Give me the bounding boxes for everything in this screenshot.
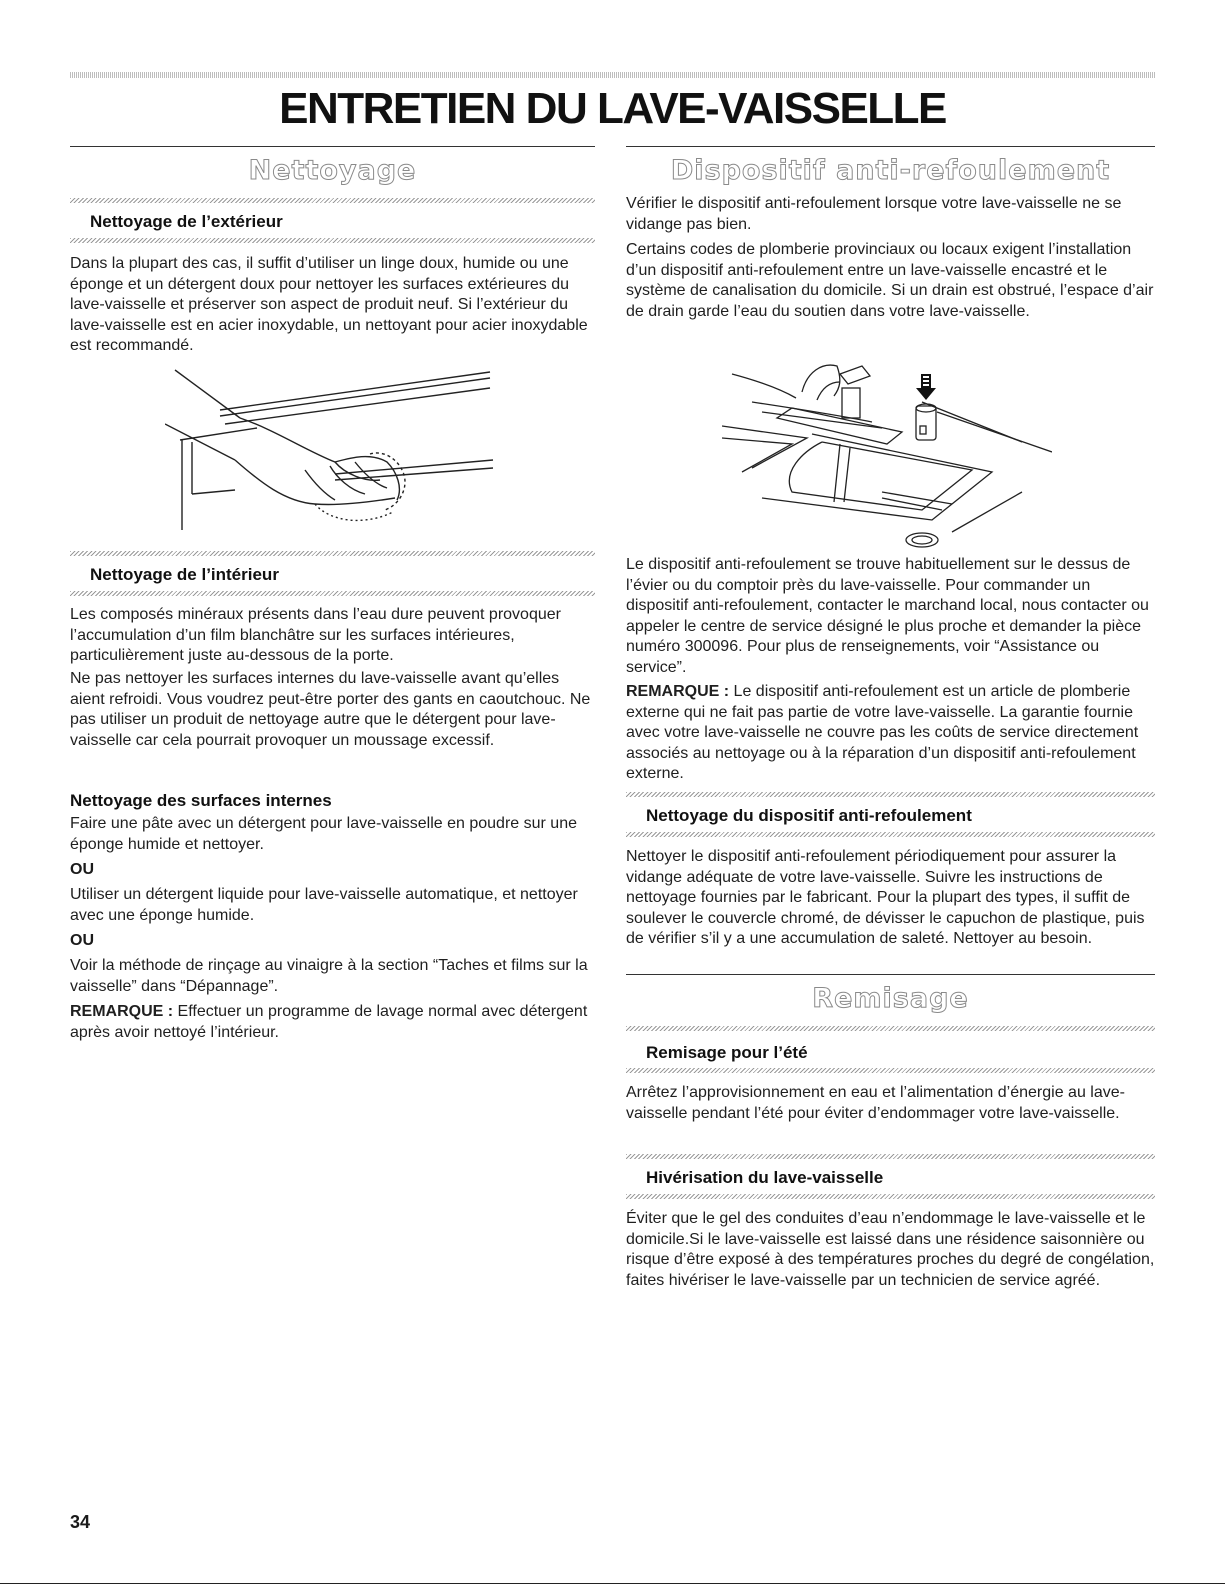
heading-summer-storage: Remisage pour l’été xyxy=(646,1043,808,1062)
or-label: OU xyxy=(70,932,94,949)
interior-paragraph-2: Ne pas nettoyer les surfaces internes du lave-vaisselle avant qu’elles aient refroidi. Vous voudrez peut-être porter des gants en caoutchouc. Ne pas utiliser un produit de nettoyage autre que le détergent pour lave-vaisselle car cela pourrait provoquer un moussage excessif. xyxy=(70,670,591,749)
sink-air-gap-illustration xyxy=(722,352,1052,552)
page-title: ENTRETIEN DU LAVE-VAISSELLE xyxy=(279,84,946,133)
air-gap-cleaning-paragraph: Nettoyer le dispositif anti-refoulement périodiquement pour assurer la vidange adéquate de votre lave-vaisselle. Suivre les instructions de nettoyage fournies par le fabricant. Pour la plupart des types, il suffit de soulever le couvercle chromé, de dévisser le capuchon de plastique, puis de vérifier s’il y a une accumulation de saleté. Nettoyer au besoin. xyxy=(626,848,1145,948)
air-gap-paragraph-2: Certains codes de plomberie provinciaux ou locaux exigent l’installation d’un dispositif anti-refoulement entre un lave-vaisselle encastré et le système de canalisation du domicile. Si un drain est obstrué, l’espace d’air de drain garde l’eau du soutien dans votre lave-vaisselle. xyxy=(626,241,1154,320)
note-text: Effectuer un programme de lavage normal avec détergent après avoir nettoyé l’intérieur. xyxy=(70,1003,588,1041)
interior-paragraph-1: Les composés minéraux présents dans l’eau dure peuvent provoquer l’accumulation d’un film blanchâtre sur les surfaces intérieures, particulièrement juste au-dessous de la porte. xyxy=(70,606,561,665)
internal-surfaces-paragraph-1: Faire une pâte avec un détergent pour lave-vaisselle en poudre sur une éponge humide et nettoyer. xyxy=(70,815,577,853)
hatch-divider xyxy=(626,792,1155,797)
heading-winterizing: Hivérisation du lave-vaisselle xyxy=(646,1168,884,1187)
exterior-paragraph: Dans la plupart des cas, il suffit d’utiliser un linge doux, humide ou une éponge et un détergent doux pour nettoyer les surfaces extérieures du lave-vaisselle et préserver son aspect de produit neuf. Si l’extérieur du lave-vaisselle est en acier inoxydable, un nettoyant pour acier inoxydable est recommandé. xyxy=(70,255,588,355)
internal-surfaces-paragraph-3: Voir la méthode de rinçage au vinaigre à la section “Taches et films sur la vaisselle” dans “Dépannage”. xyxy=(70,957,588,995)
note-label: REMARQUE : xyxy=(70,1003,174,1020)
section-heading-anti-refoulement xyxy=(626,146,1155,186)
air-gap-note xyxy=(626,682,1155,785)
section-title-anti-refoulement: Dispositif anti-refoulement xyxy=(670,155,1111,186)
note-text: Le dispositif anti-refoulement est un article de plomberie externe qui ne fait pas partie de votre lave-vaisselle. La garantie fournie avec votre lave-vaisselle ne couvre pas les coûts de service directement associés au nettoyage ou à la réparation d’un dispositif anti-refoulement externe. xyxy=(626,683,1139,783)
hand-wiping-illustration xyxy=(165,362,505,532)
summer-storage-paragraph: Arrêtez l’approvisionnement en eau et l’alimentation d’énergie au lave-vaisselle pendant l’été pour éviter d’endommager votre lave-vaisselle. xyxy=(626,1084,1125,1122)
heading-exterior: Nettoyage de l’extérieur xyxy=(90,212,283,231)
top-rule xyxy=(70,72,1155,78)
heading-interior: Nettoyage de l’intérieur xyxy=(90,565,279,584)
air-gap-paragraph-3: Le dispositif anti-refoulement se trouve habituellement sur le dessus de l’évier ou du comptoir près du lave-vaisselle. Pour commander un dispositif anti-refoulement, contacter le marchand local, nous contacter ou appeler le centre de service désigné le plus proche et demander la pièce numéro 300096. Pour plus de renseignements, voir “Assistance ou service”. xyxy=(626,556,1149,676)
page-number: 34 xyxy=(70,1512,91,1532)
hatch-divider xyxy=(626,1068,1155,1073)
note-label: REMARQUE : xyxy=(626,683,730,700)
hatch-divider xyxy=(70,238,595,243)
air-gap-paragraph-1: Vérifier le dispositif anti-refoulement lorsque votre lave-vaisselle ne se vidange pas bien. xyxy=(626,195,1122,233)
internal-surfaces-paragraph-2: Utiliser un détergent liquide pour lave-vaisselle automatique, et nettoyer avec une éponge humide. xyxy=(70,886,578,924)
hatch-divider xyxy=(626,832,1155,837)
hatch-divider xyxy=(70,198,595,203)
section-heading-remisage xyxy=(626,974,1155,1014)
section-heading-nettoyage xyxy=(70,146,595,186)
internal-surfaces-note xyxy=(70,1002,595,1043)
bottom-rule xyxy=(0,1583,1225,1584)
hatch-divider xyxy=(70,551,595,556)
hatch-divider xyxy=(626,1026,1155,1031)
or-label: OU xyxy=(70,861,94,878)
section-title-remisage: Remisage xyxy=(812,983,969,1014)
hatch-divider xyxy=(626,1194,1155,1199)
heading-air-gap-cleaning: Nettoyage du dispositif anti-refoulement xyxy=(646,806,972,825)
winterizing-paragraph: Éviter que le gel des conduites d’eau n’endommage le lave-vaisselle et le domicile.Si le lave-vaisselle est laissé dans une résidence saisonnière ou risque d’être exposé à des températures proches du degré de congélation, faites hivériser le lave-vaisselle par un technicien de service agréé. xyxy=(626,1210,1155,1289)
hatch-divider xyxy=(70,591,595,596)
heading-internal-surfaces: Nettoyage des surfaces internes xyxy=(70,791,332,810)
section-title-nettoyage: Nettoyage xyxy=(248,155,417,186)
hatch-divider xyxy=(626,1154,1155,1159)
